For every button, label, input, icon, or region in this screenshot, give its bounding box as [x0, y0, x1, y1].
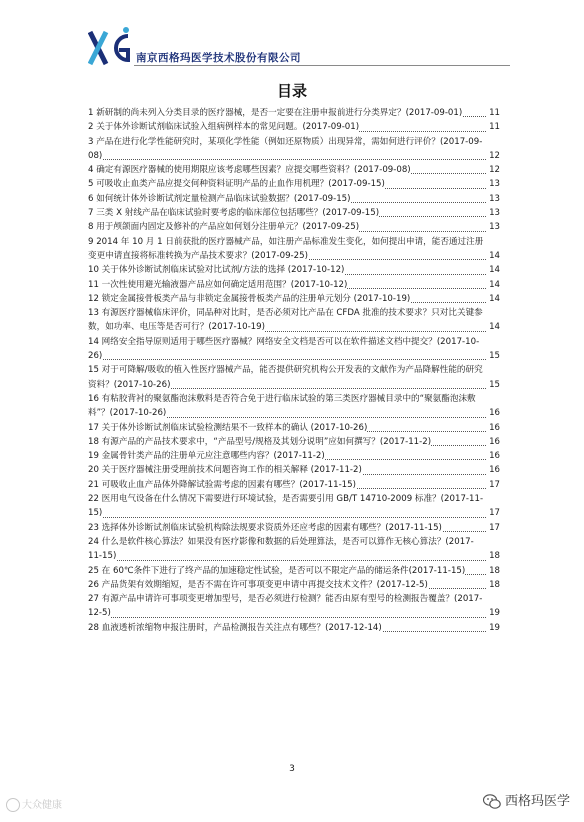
toc-leader-dots — [88, 359, 486, 360]
toc-entry[interactable] — [88, 521, 500, 535]
toc-page-number: 17 — [489, 479, 500, 490]
watermark-left-text: 大众健康 — [22, 800, 62, 811]
toc-entry-label: 4 确定有源医疗器械的使用期限应该考虑哪些因素？应提交哪些资料？(2017-09-08) — [88, 165, 411, 176]
toc-entry-label: 9 2014 年 10 月 1 日前获批的医疗器械产品，如注册产品标准发生变化，如何提出申请，能否通过注册变更申请直接将标准转换为产品技术要求？(2017-09-25) — [88, 236, 484, 261]
toc-page-number: 11 — [489, 122, 500, 133]
toc-page-number: 14 — [489, 293, 500, 304]
toc-entry-text — [88, 421, 500, 435]
header-divider — [134, 65, 510, 66]
toc-entry-label: 25 在 60℃条件下进行了终产品的加速稳定性试验，是否可以不限定产品的储运条件(2017-11-15) — [88, 565, 466, 576]
table-of-contents — [88, 106, 500, 635]
wechat-icon — [483, 794, 501, 810]
toc-entry[interactable] — [88, 592, 500, 621]
toc-page-number: 14 — [489, 265, 500, 276]
toc-entry[interactable] — [88, 235, 500, 264]
toc-leader-dots — [88, 560, 486, 561]
toc-entry-text — [88, 177, 500, 191]
toc-page-number: 16 — [489, 408, 500, 419]
toc-entry-text — [88, 435, 500, 449]
page-number: 3 — [289, 764, 295, 774]
toc-leader-dots — [88, 159, 486, 160]
toc-page-number: 16 — [489, 465, 500, 476]
toc-entry-text — [88, 206, 500, 220]
toc-entry-text — [88, 478, 500, 492]
toc-entry-label: 23 选择体外诊断试剂临床试验机构除法规要求资质外还应考虑的因素有哪些？(2017-11-15) — [88, 522, 442, 533]
toc-entry-label: 11 一次性使用避光输液器产品应如何确定适用范围？(2017-10-12) — [88, 279, 348, 290]
toc-entry[interactable] — [88, 578, 500, 592]
toc-entry-text — [88, 106, 500, 120]
toc-entry-text — [88, 449, 500, 463]
toc-entry-label: 21 可吸收止血产品体外降解试验需考虑的因素有哪些？(2017-11-15) — [88, 479, 356, 490]
toc-entry[interactable] — [88, 206, 500, 220]
toc-entry[interactable] — [88, 335, 500, 364]
toc-entry[interactable] — [88, 478, 500, 492]
toc-entry-label: 24 什么是软件核心算法？如果没有医疗影像和数据的后处理算法，是否可以算作无核心算法？(2017-11-15) — [88, 536, 474, 562]
page-title: 目录 — [276, 82, 307, 100]
toc-entry-label: 14 网络安全指导原则适用于哪些医疗器械？网络安全文档是否可以在软件描述文档中提交？(2017-10-26) — [88, 336, 480, 362]
toc-entry-text — [88, 263, 500, 277]
toc-entry[interactable] — [88, 463, 500, 477]
toc-page-number: 12 — [489, 165, 500, 176]
toc-page-number: 19 — [489, 622, 500, 633]
toc-page-number: 18 — [489, 551, 500, 562]
toc-entry-text — [88, 564, 500, 578]
toc-entry-text — [88, 578, 500, 592]
toc-entry-label: 26 产品货架有效期缩短，是否不需在许可事项变更申请中再提交技术文件？(2017-12-5) — [88, 579, 428, 590]
toc-page-number: 14 — [489, 250, 500, 261]
toc-entry-label: 20 关于医疗器械注册受理前技术问题咨询工作的相关解释 (2017-11-2) — [88, 465, 362, 476]
toc-entry[interactable] — [88, 135, 500, 164]
page-header — [88, 24, 508, 70]
toc-entry-text — [88, 278, 500, 292]
toc-entry-label: 5 可吸收止血类产品应提交何种资料证明产品的止血作用机理？(2017-09-15) — [88, 179, 385, 190]
toc-entry[interactable] — [88, 621, 500, 635]
toc-entry[interactable] — [88, 163, 500, 177]
toc-entry[interactable] — [88, 564, 500, 578]
toc-entry-label: 19 金属骨针类产品的注册单元应注意哪些内容？(2017-11-2) — [88, 451, 325, 462]
toc-page-number: 13 — [489, 179, 500, 190]
toc-page-number: 16 — [489, 422, 500, 433]
toc-page-number: 17 — [489, 508, 500, 519]
toc-entry[interactable] — [88, 177, 500, 191]
toc-entry[interactable] — [88, 535, 500, 564]
toc-page-number: 15 — [489, 379, 500, 390]
toc-entry[interactable] — [88, 120, 500, 134]
xg-logo-icon — [88, 24, 134, 70]
toc-page-number: 12 — [489, 150, 500, 161]
toc-entry-label: 17 关于体外诊断试剂临床试验检测结果不一致样本的确认 (2017-10-26) — [88, 422, 368, 433]
watermark-right-text: 西格玛医学 — [504, 794, 570, 809]
toc-page-number: 15 — [489, 351, 500, 362]
toc-entry[interactable] — [88, 220, 500, 234]
toc-entry[interactable] — [88, 363, 500, 392]
toc-entry-label: 2 关于体外诊断试剂临床试验入组病例样本的常见问题。(2017-09-01) — [88, 122, 360, 133]
watermark-logo-icon — [6, 798, 20, 812]
toc-page-number: 13 — [489, 222, 500, 233]
toc-entry[interactable] — [88, 106, 500, 120]
toc-entry-label: 12 锁定金属接骨板类产品与非锁定金属接骨板类产品的注册单元划分 (2017-10-19) — [88, 293, 411, 304]
toc-entry[interactable] — [88, 421, 500, 435]
toc-entry-label: 18 有源产品的产品技术要求中，“产品型号/规格及其划分说明”应如何撰写？(2017-11-2) — [88, 436, 432, 447]
toc-page-number: 13 — [489, 193, 500, 204]
toc-page-number: 17 — [489, 522, 500, 533]
toc-entry-text — [88, 521, 500, 535]
toc-entry-text — [88, 621, 500, 635]
toc-entry[interactable] — [88, 492, 500, 521]
toc-page-number: 18 — [489, 579, 500, 590]
toc-entry-label: 27 有源产品申请许可事项变更增加型号，是否必须进行检测？能否由原有型号的检测报告覆盖？(2017-12-5) — [88, 594, 483, 619]
company-name: 南京西格玛医学技术股份有限公司 — [136, 52, 301, 64]
toc-page-number: 14 — [489, 322, 500, 333]
toc-entry[interactable] — [88, 306, 500, 335]
toc-page-number: 13 — [489, 208, 500, 219]
toc-entry-label: 1 新研制的尚未列入分类目录的医疗器械，是否一定要在注册申报前进行分类界定？(2017-09-01) — [88, 108, 463, 118]
toc-entry[interactable] — [88, 192, 500, 206]
toc-entry[interactable] — [88, 449, 500, 463]
toc-page-number: 16 — [489, 436, 500, 447]
toc-entry-label: 13 有源医疗器械临床评价，同品种对比时，是否必须对比产品在 CFDA 批准的技术要求？只对比关键参数，如功率、电压等是否可行？(2017-10-19) — [88, 308, 483, 333]
toc-entry-text — [88, 220, 500, 234]
toc-entry-label: 3 产品在进行化学性能研究时，某项化学性能（例如还原物质）出现异常，需如何进行评价？(2017-09-08) — [88, 136, 483, 161]
watermark-left — [6, 796, 62, 812]
toc-page-number: 14 — [489, 279, 500, 290]
toc-entry-label: 15 对于可降解/吸收的植入性医疗器械产品，能否提供研究机构公开发表的文献作为产品降解性能的研究资料？(2017-10-26) — [88, 365, 483, 390]
toc-entry-text — [88, 463, 500, 477]
toc-leader-dots — [88, 517, 486, 518]
toc-entry-text — [88, 192, 500, 206]
toc-entry-label: 10 关于体外诊断试剂临床试验对比试剂/方法的选择 (2017-10-12) — [88, 265, 345, 276]
toc-page-number: 18 — [489, 565, 500, 576]
toc-entry[interactable] — [88, 263, 500, 277]
toc-entry-label: 22 医用电气设备在什么情况下需要进行环境试验，是否需要引用 GB/T 14710-2009 标准？(2017-11-15) — [88, 494, 484, 519]
toc-entry-label: 8 用于颅颌面内固定及修补的产品应如何划分注册单元？(2017-09-25) — [88, 222, 360, 233]
toc-entry-label: 7 三类 X 射线产品在临床试验时要考虑的临床部位包括哪些？(2017-09-15) — [88, 208, 380, 219]
toc-page-number: 19 — [489, 608, 500, 619]
watermark-right — [483, 790, 570, 810]
toc-entry-text — [88, 120, 500, 134]
toc-leader-dots — [88, 617, 486, 618]
toc-entry-text — [88, 163, 500, 177]
toc-entry[interactable] — [88, 435, 500, 449]
toc-entry-text — [88, 292, 500, 306]
toc-page-number: 16 — [489, 451, 500, 462]
toc-entry[interactable] — [88, 292, 500, 306]
toc-entry-label: 16 有粘胶背衬的聚氨酯泡沫敷料是否符合免于进行临床试验的第三类医疗器械目录中的“聚氨酯泡沫敷料”？(2017-10-26) — [88, 393, 476, 419]
toc-entry-label: 28 血液透析浓缩物申报注册时，产品检测报告关注点有哪些？(2017-12-14) — [88, 622, 382, 633]
toc-page-number: 11 — [489, 108, 500, 118]
toc-entry[interactable] — [88, 392, 500, 421]
toc-entry-label: 6 如何统计体外诊断试剂定量检测产品临床试验数据？(2017-09-15) — [88, 193, 351, 204]
toc-entry[interactable] — [88, 278, 500, 292]
